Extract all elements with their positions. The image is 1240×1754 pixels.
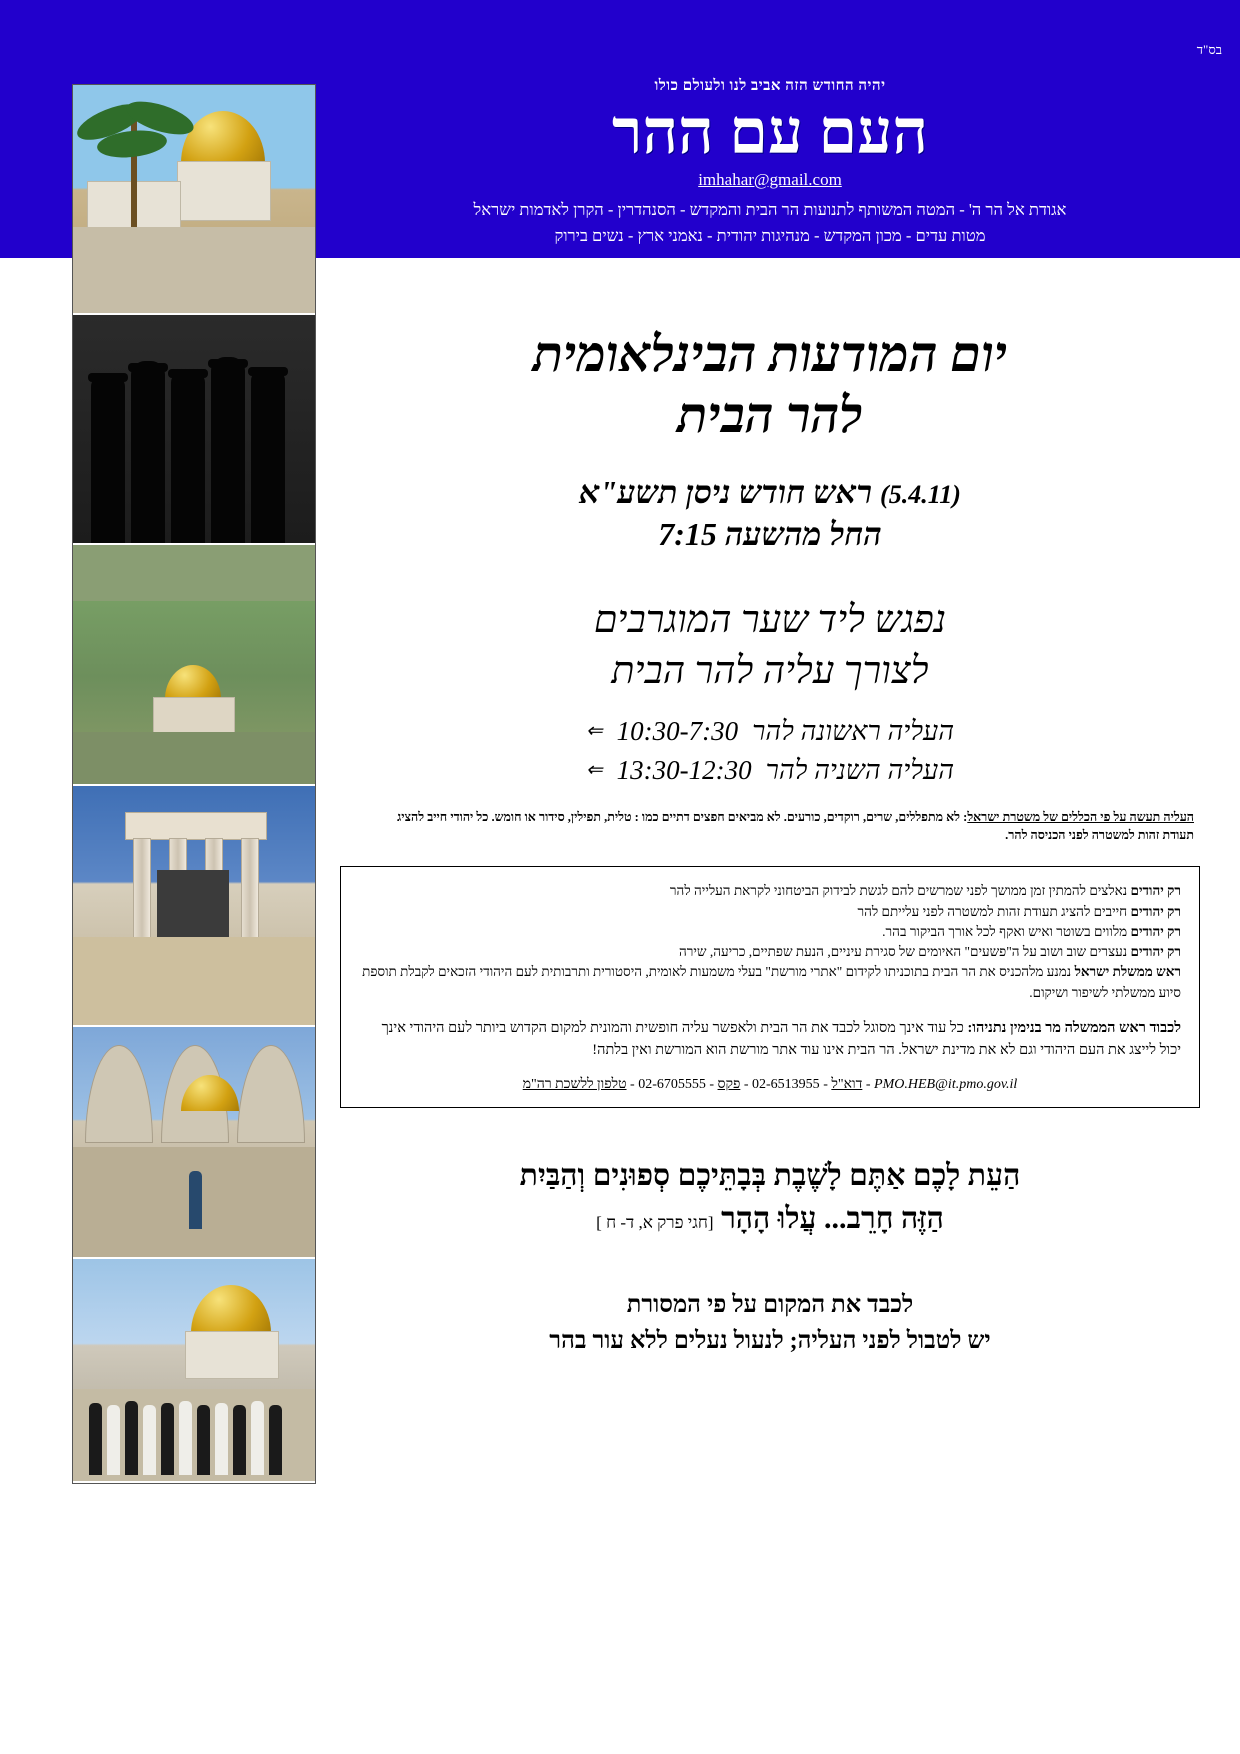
photo-aerial-view-temple-mount — [73, 545, 315, 786]
rule-5-subject: ראש ממשלת ישראל — [1074, 964, 1181, 980]
scripture-verse — [340, 1154, 1200, 1241]
police-rules-note — [340, 808, 1200, 844]
separator-5: - — [630, 1076, 635, 1092]
prime-minister-text: כל עוד אינך מסוגל לכבד את הר הבית ולאפשר עליה חופשית והמונית למקום הקדוש ביותר לעם היהודי אינך יכול לייצג את העם היהודי וגם לא את מדינת ישראל. הר הבית אינו עוד אתר מורשת הוא המורשת ואין בלתה! — [381, 1019, 1181, 1059]
separator-1: - — [865, 1076, 871, 1092]
event-title-line-1: יום המודעות הבינלאומית — [532, 326, 1008, 382]
rule-5-text: נמנע מלהכניס את הר הבית בתוכניתו לקידום "אתרי מורשת" בעלי משמעות לאומית, היסטורית ותרבותית לעם היהודי הזכאים לקבלת תוספת סיוע ממשלתי לשיפור ושיקום. — [362, 964, 1181, 1000]
photo-dome-of-the-rock-with-palm — [73, 85, 315, 315]
rule-item — [359, 902, 1181, 922]
rule-item — [359, 881, 1181, 901]
photo-temple-model-rendering — [73, 786, 315, 1027]
ascent-1-time: 10:30-7:30 — [616, 715, 739, 746]
pm-office-phone: 02-6705555 — [638, 1076, 706, 1092]
police-rules-text: : לא מתפללים, שרים, רוקדים, כורעים. לא מביאים חפצים דתיים כמו : טלית, תפילין, סידור או חומש. כל יהודי חייב להציג תעודת זהות למשטרה לפני הכניסה להר. — [397, 810, 1194, 843]
event-start-time: החל מהשעה 7:15 — [658, 515, 882, 552]
rule-2-text: חייבים להציג תעודת זהות למשטרה לפני עלייתם להר — [857, 903, 1131, 919]
separator-2: - — [823, 1076, 828, 1092]
meeting-place: נפגש ליד שער המוגרבים — [593, 599, 947, 642]
rule-item — [359, 922, 1181, 942]
fax-label: פקס — [717, 1076, 741, 1092]
event-date — [340, 472, 1200, 555]
event-date-gregorian: (5.4.11) — [880, 480, 961, 509]
event-date-hebrew: ראש חודש ניסן תשע"א — [579, 474, 873, 510]
ascent-2-label: העליה השניה להר — [765, 754, 955, 785]
organizations-line-2: מטות עדים - מכון המקדש - מנהיגות יהודית - נאמני ארץ - נשים בירוק — [554, 226, 986, 246]
photo-strip — [72, 84, 316, 1484]
main-content — [340, 300, 1200, 1359]
info-box — [340, 866, 1200, 1107]
footer-line-2: יש לטבול לפני העליה; לנעול נעלים ללא עור בהר — [549, 1327, 991, 1354]
contact-email-link[interactable]: imhahar@gmail.com — [698, 170, 842, 190]
verse-line-1: הַעֵת לָכֶם אַתֶּם לָשֶׁבֶת בְּבָתֵּיכֶם סְפוּנִים וְהַבַּיִת — [519, 1158, 1021, 1192]
ascent-times — [340, 712, 1200, 790]
pm-office-fax: 02-6513955 — [752, 1076, 820, 1092]
police-rules-heading: העליה תעשה על פי הכללים של משטרת ישראל — [967, 810, 1194, 825]
separator-3: - — [743, 1076, 749, 1092]
arrow-left-icon: ⇐ — [585, 758, 603, 781]
header-content — [330, 0, 1210, 246]
meeting-purpose: לצורך עליה להר הבית — [611, 650, 929, 693]
organization-title: העם עם ההר — [612, 99, 928, 167]
bsd-marker: בס"ד — [1196, 42, 1222, 57]
ascent-2-time: 13:30-12:30 — [616, 754, 752, 785]
verse-line-2-wrapper — [340, 1197, 1200, 1241]
footer-instructions — [340, 1287, 1200, 1359]
rule-item — [359, 962, 1181, 1003]
ascent-row — [340, 751, 1200, 790]
prime-minister-address: לכבוד ראש הממשלה מר בנימין נתניהו: — [967, 1019, 1181, 1036]
rule-2-subject: רק יהודים — [1130, 903, 1181, 919]
prime-minister-message — [359, 1017, 1181, 1062]
rule-3-text: מלווים בשוטר ואיש ואקף לכל אורך הביקור בהר. — [882, 923, 1131, 939]
meeting-instructions — [340, 595, 1200, 698]
rule-4-subject: רק יהודים — [1130, 944, 1181, 960]
rule-1-text: נאלצים להמתין זמן ממושך לפני שמרשים להם לגשת לבידוק הביטחוני לקראת העלייה להר — [669, 883, 1131, 899]
ascent-row — [340, 712, 1200, 751]
event-title — [340, 324, 1200, 446]
photo-group-photo-on-temple-mount — [73, 1259, 315, 1483]
arrow-left-icon: ⇐ — [585, 719, 603, 742]
phone-label: טלפון ללשכת רה"מ — [522, 1076, 627, 1092]
organizations-line-1: אגודת אל הר ה' - המטה המשותף לתנועות הר הבית והמקדש - הסנהדרין - הקרן לאדמות ישראל — [473, 200, 1067, 220]
rule-4-text: נעצרים שוב ושוב על ה"פשעים" האיומים של סגירת עיניים, הנעת שפתיים, כריעה, שירה — [679, 944, 1131, 960]
rule-3-subject: רק יהודים — [1130, 923, 1181, 939]
footer-line-1: לכבד את המקום על פי המסורת — [626, 1291, 914, 1318]
header-tagline: יהיה החודש הזה אביב לנו ולעולם כולו — [654, 78, 886, 94]
rule-1-subject: רק יהודים — [1130, 883, 1181, 899]
separator-4: - — [709, 1076, 715, 1092]
verse-reference: [חגי פרק א, ד- ח ] — [596, 1213, 714, 1233]
photo-dome-arches-with-policeman — [73, 1027, 315, 1259]
email-label: דוא"ל — [831, 1076, 863, 1092]
photo-group-of-men-silhouette — [73, 315, 315, 545]
rule-item — [359, 942, 1181, 962]
verse-line-2: הַזֶּה חָרֵב... עֲלוּ הָהָר — [721, 1202, 944, 1236]
ascent-1-label: העליה ראשונה להר — [752, 715, 955, 746]
pm-office-email[interactable]: PMO.HEB@it.pmo.gov.il — [874, 1076, 1018, 1092]
event-title-line-2: להר הבית — [677, 387, 863, 443]
pm-office-contact — [359, 1074, 1181, 1095]
